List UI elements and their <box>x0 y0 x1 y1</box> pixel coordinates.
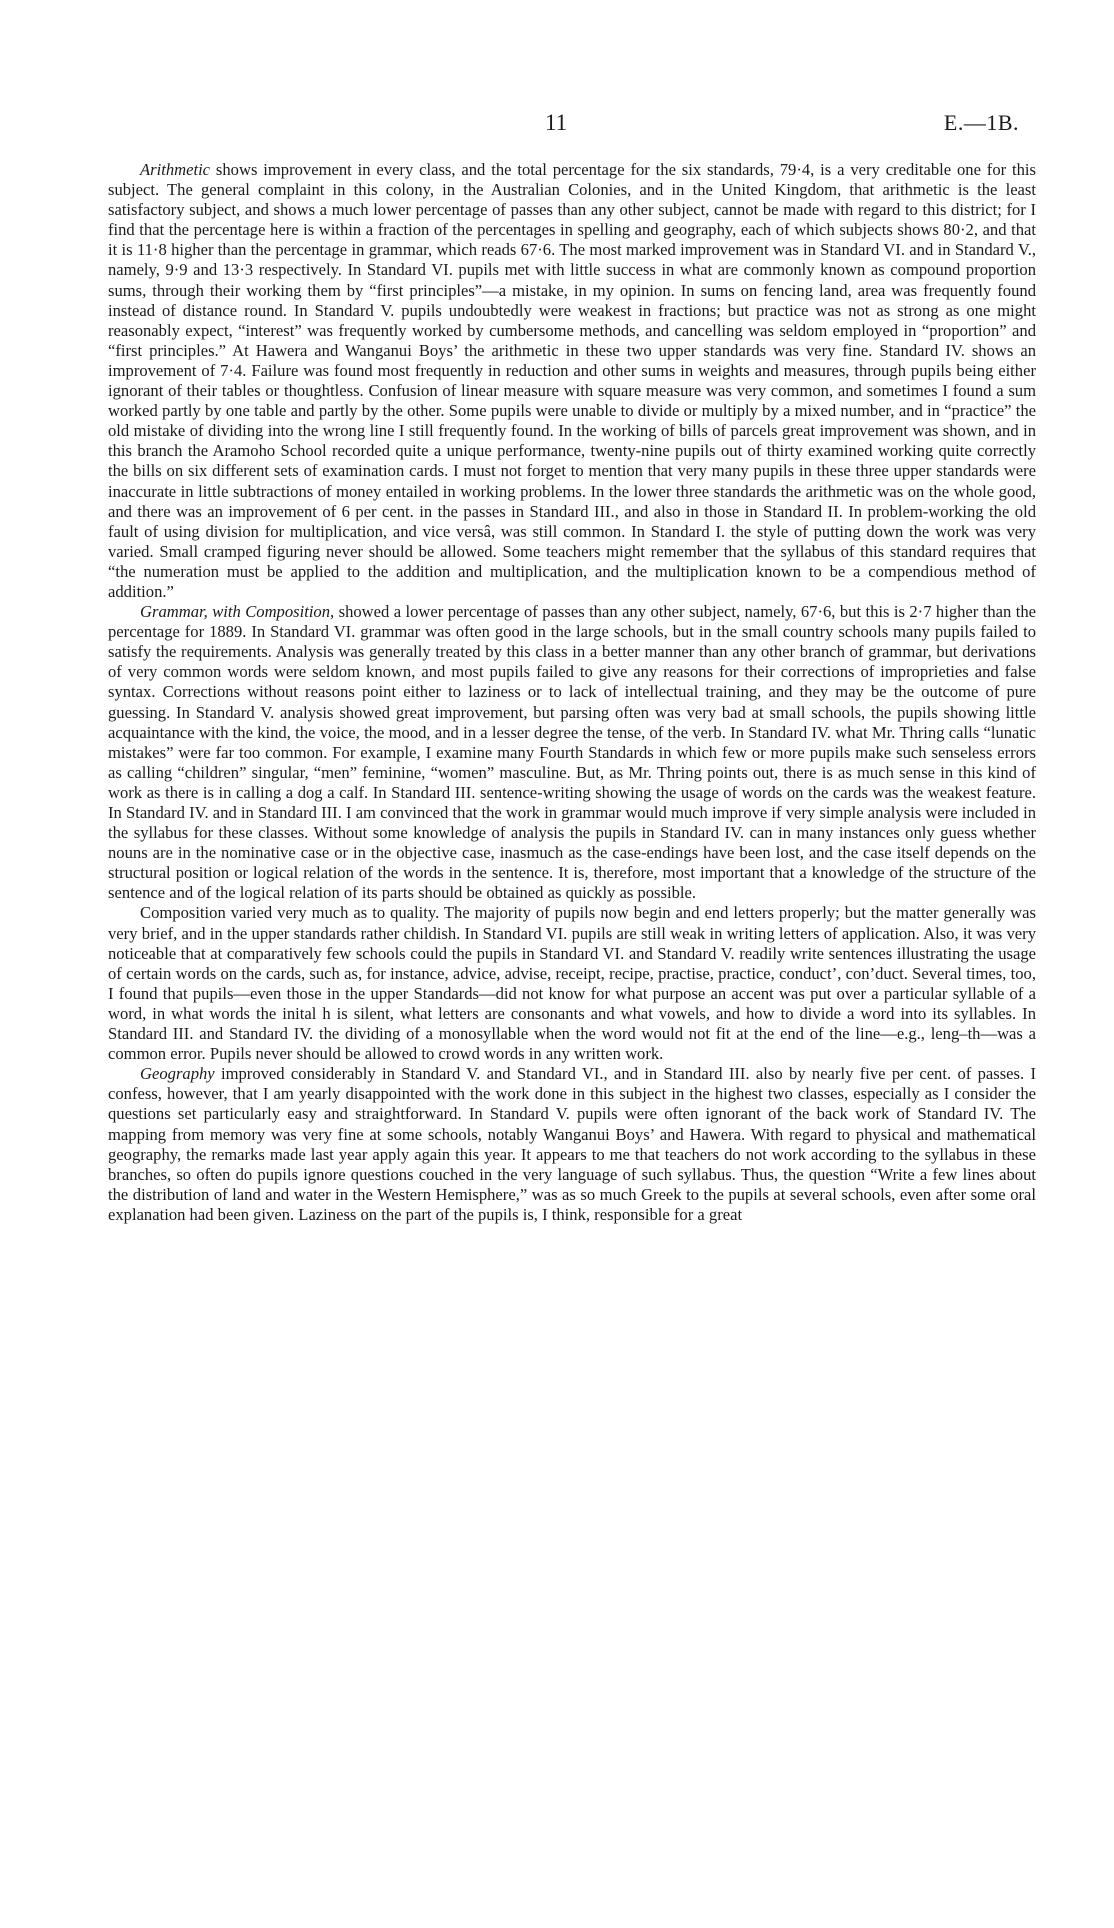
paragraph-arithmetic <box>108 160 1036 602</box>
series-code: E.—1B. <box>943 110 1019 135</box>
paragraph-lead: Geography <box>140 1064 215 1084</box>
paragraph-lead: Arithmetic <box>140 160 211 179</box>
paragraph-composition <box>108 903 1036 1064</box>
paragraph-grammar <box>108 602 1036 903</box>
page-header <box>0 110 1114 144</box>
body-text <box>108 160 1036 1225</box>
paragraph-lead: Grammar, with Composition, <box>140 602 335 622</box>
paragraph-text: showed a lower percentage of passes than any other subject, namely, 67·6, but this is 2·7 higher than the percentage for 1889. In Standard VI. grammar was often good in the large schools, but in the small country schools many pupils failed to satisfy the requirements. Analysis was generally treated by this class in a better manner than any other branch of grammar, but derivations of very common words were seldom known, and most pupils failed to give any reasons for their corrections of improprieties and false syntax. Corrections without reasons point either to laziness or to lack of intellectual training, and they may be the outcome of pure guessing. In Standard V. analysis showed great improvement, but parsing often was very bad at small schools, the pupils showing little acquaintance with the kind, the voice, the mood, and in a lesser degree the tense, of the verb. In Standard IV. what Mr. Thring calls “lunatic mistakes” were far too common. For example, I examine many Fourth Standards in which few or more pupils make such senseless errors as calling “children” singular, “men” feminine, “women” masculine. But, as Mr. Thring points out, there is as much sense in this kind of work as there is in calling a dog a calf. In Standard III. sentence-writing showing the usage of words on the cards was the weakest feature. In Standard IV. and in Standard III. I am convinced that the work in grammar would much improve if very simple analysis were included in the syllabus for these classes. Without some knowledge of analysis the pupils in Standard IV. can in many instances only guess whether nouns are in the nominative case or in the objective case, inasmuch as the case-endings have been lost, and the case itself depends on the structural position or logical relation of the words in the sentence. It is, therefore, most important that a knowledge of the structure of the sentence and of the logical relation of its parts should be obtained as quickly as possible. <box>108 602 1037 903</box>
paragraph-text: shows improvement in every class, and the total percentage for the six standards, 79·4, is a very creditable one for this subject. The general complaint in this colony, in the Australian Colonies, and in the United Kingdom, that arithmetic is the least satisfactory subject, and shows a much lower percentage of passes than any other subject, cannot be made with regard to this district; for I find that the percentage here is within a fraction of the percentages in spelling and geography, each of which subjects shows 80·2, and that it is 11·8 higher than the percentage in grammar, which reads 67·6. The most marked improvement was in Standard VI. and in Standard V., namely, 9·9 and 13·3 respectively. In Standard VI. pupils met with little success in what are commonly known as compound proportion sums, through their working them by “first principles”—a mistake, in my opinion. In sums on fencing land, area was frequently found instead of distance round. In Standard V. pupils undoubtedly were weakest in fractions; but practice was not as strong as one might reasonably expect, “interest” was frequently worked by cumbersome methods, and cancelling was seldom employed in “proportion” and “first principles.” At Hawera and Wanganui Boys’ the arithmetic in these two upper standards was very fine. Standard IV. shows an improvement of 7·4. Failure was found most frequently in reduction and other sums in weights and measures, through pupils being either ignorant of their tables or thoughtless. Confusion of linear measure with square measure was very common, and sometimes I found a sum worked partly by one table and partly by the other. Some pupils were unable to divide or multiply by a mixed number, and in “practice” the old mistake of dividing into the wrong line I still frequently found. In the working of bills of parcels great improvement was shown, and in this branch the Aramoho School recorded quite a unique performance, twenty-nine pupils out of thirty examined working quite correctly the bills on six different sets of examination cards. I must not forget to mention that very many pupils in these three upper standards were inaccurate in little subtractions of money entailed in working problems. In the lower three standards the arithmetic was on the whole good, and there was an improvement of 6 per cent. in the passes in Standard III., and also in those in Standard II. In problem-working the old fault of using division for multiplication, and vice versâ, was still common. In Standard I. the style of putting down the work was very varied. Small cramped figuring never should be allowed. Some teachers might remember that the syllabus of this standard requires that “the numeration must be applied to the addition and multiplication, and the multiplication known to be a compendious method of addition.” <box>108 160 1036 601</box>
paragraph-text: Composition varied very much as to quality. The majority of pupils now begin and end letters properly; but the matter generally was very brief, and in the upper standards rather childish. In Standard VI. pupils are still weak in writing letters of application. Also, it was very noticeable that at comparatively few schools could the pupils in Standard VI. and Standard V. readily write sentences illustrating the usage of certain words on the cards, such as, for instance, advice, advise, receipt, recipe, practise, practice, conduct’, con’duct. Several times, too, I found that pupils—even those in the upper Standards—did not know for what purpose an accent was put over a particular syllable of a word, in what words the inital h is silent, what letters are consonants and what vowels, and how to divide a word into its syllables. In Standard III. and Standard IV. the dividing of a monosyllable when the word would not fit at the end of the line—e.g., leng–th—was a common error. Pupils never should be allowed to crowd words in any written work. <box>108 903 1036 1064</box>
page-number: 11 <box>545 110 568 135</box>
paragraph-text: improved considerably in Standard V. and Standard VI., and in Standard III. also by nearly five per cent. of passes. I confess, however, that I am yearly disappointed with the work done in this subject in the highest two classes, especially as I consider the questions set particularly easy and straightforward. In Standard V. pupils were often ignorant of the back work of Standard IV. The mapping from memory was very fine at some schools, notably Wanganui Boys’ and Hawera. With regard to physical and mathematical geography, the remarks made last year apply again this year. It appears to me that teachers do not work according to the syllabus in these branches, so often do pupils ignore questions couched in the very language of such syllabus. Thus, the question “Write a few lines about the distribution of land and water in the Western Hemisphere,” was as so much Greek to the pupils at several schools, even after some oral explanation had been given. Laziness on the part of the pupils is, I think, responsible for a great <box>108 1064 1036 1224</box>
paragraph-geography <box>108 1064 1036 1225</box>
